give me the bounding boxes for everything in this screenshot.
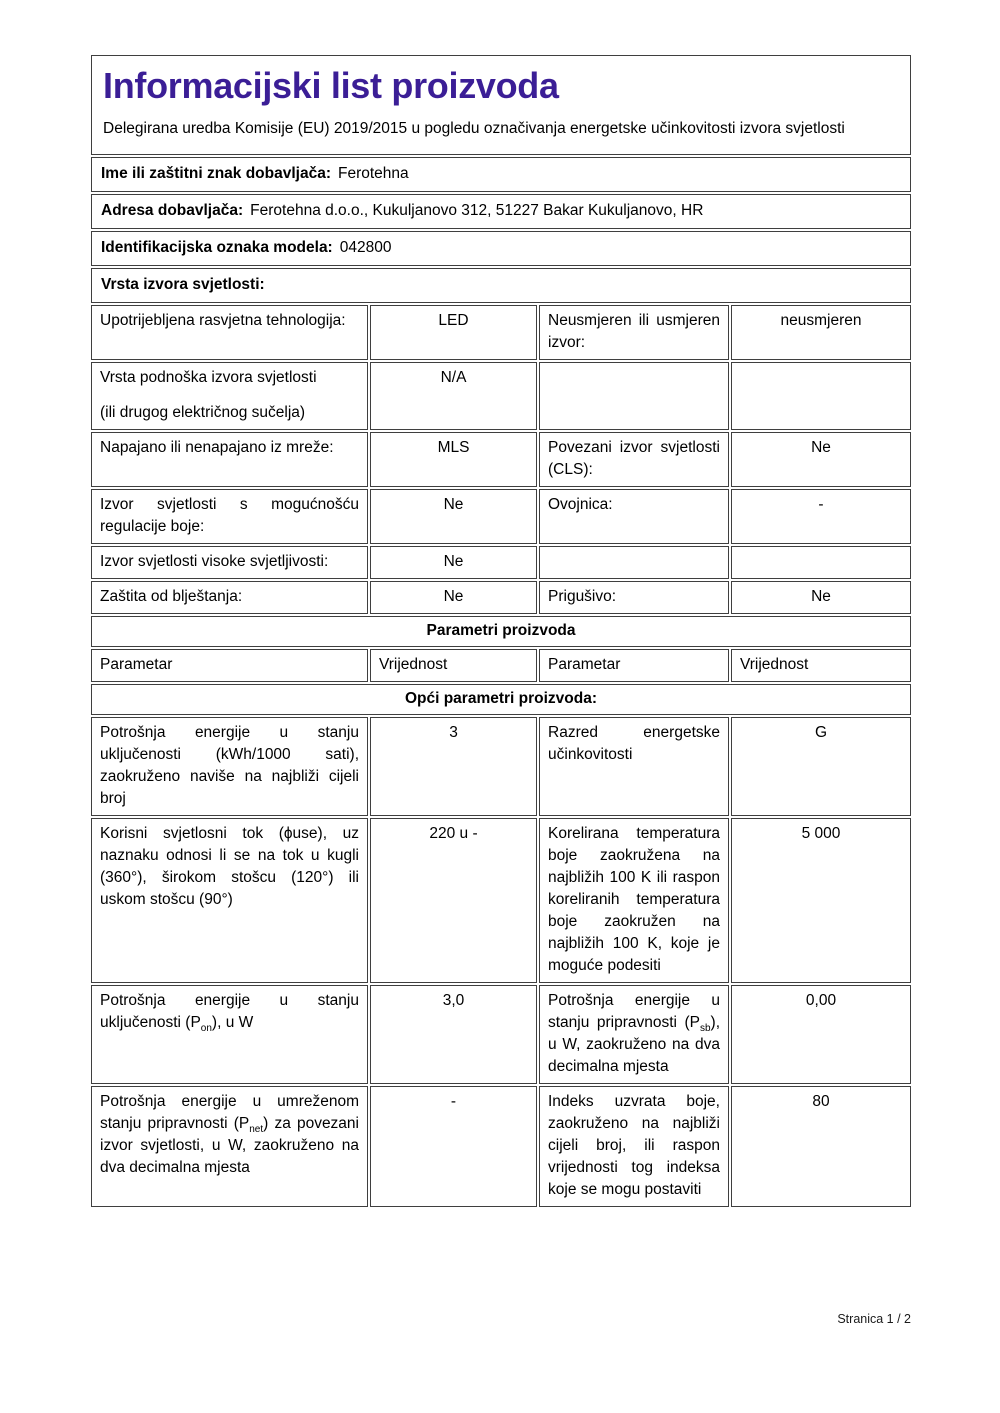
parameter-label-cell (539, 546, 729, 579)
parameter-label-cell: Ovojnica: (539, 489, 729, 544)
table-row (91, 432, 911, 487)
parameter-value-cell: - (731, 489, 911, 544)
model-id-value: 042800 (339, 238, 392, 256)
parameter-value-cell: 3 (370, 717, 537, 816)
parameter-value-cell: Vrijednost (731, 649, 911, 682)
parameter-value-cell: 5 000 (731, 818, 911, 983)
parameter-value-cell: N/A (370, 362, 537, 430)
parameter-label-cell: Zaštita od blještanja: (91, 581, 368, 614)
page-footer: Stranica 1 / 2 (837, 1312, 911, 1326)
parameter-label-cell: Korelirana temperatura boje zaokružena na najbližih 100 K ili raspon koreliranih temperatura boje zaokružen na najbližih 100 K, koje je moguće podesiti (539, 818, 729, 983)
parameter-label-cell: Potrošnja energije u umreženom stanju pripravnosti $(P_{net})$ za povezani izvor svjetlosti, u W, zaokruženo na dva decimalna mjesta (91, 1086, 368, 1207)
parameter-label-cell: Potrošnja energije u stanju pripravnosti $(P_{sb})$, u W, zaokruženo na dva decimalna mjesta (539, 985, 729, 1084)
light-source-type-label: Vrsta izvora svjetlosti: (101, 275, 265, 293)
parameter-value-cell: Ne (731, 432, 911, 487)
light-source-type-row (91, 268, 911, 303)
parameter-label-cell: Potrošnja energije u stanju uključenosti $(P_{on})$, u W (91, 985, 368, 1084)
parameters-table (91, 717, 911, 1207)
parameter-value-cell: 0,00 (731, 985, 911, 1084)
model-id-label: Identifikacijska oznaka modela: (101, 238, 333, 256)
light-source-table (91, 305, 911, 614)
table-row (91, 649, 911, 682)
parameter-value-cell: neusmjeren (731, 305, 911, 360)
document-body (91, 55, 911, 1209)
parameter-value-cell: - (370, 1086, 537, 1207)
parameter-value-cell: Ne (370, 581, 537, 614)
title-block (91, 55, 911, 155)
supplier-name-label: Ime ili zaštitni znak dobavljača: (101, 164, 331, 182)
table-row (91, 489, 911, 544)
parameter-label-cell: Parametar (91, 649, 368, 682)
parameter-label-cell: Razred energetske učinkovitosti (539, 717, 729, 816)
parameter-label-cell: Vrsta podnoška izvora svjetlosti (ili drugog električnog sučelja) (91, 362, 368, 430)
parameter-value-cell: Ne (731, 581, 911, 614)
parameter-value-cell: Ne (370, 546, 537, 579)
parameter-value-cell: Ne (370, 489, 537, 544)
parameter-value-cell: LED (370, 305, 537, 360)
model-id-row (91, 231, 911, 266)
table-row (91, 581, 911, 614)
supplier-name-value: Ferotehna (338, 164, 409, 182)
supplier-address-label: Adresa dobavljača: (101, 201, 244, 219)
parameter-label-cell: Korisni svjetlosni tok (ϕuse), uz naznaku odnosi li se na tok u kugli (360°), širokom stošcu (120°) ili uskom stošcu (90°) (91, 818, 368, 983)
parameters-column-header-row (91, 649, 911, 682)
parameter-label-cell: Izvor svjetlosti visoke svjetljivosti: (91, 546, 368, 579)
table-row (91, 546, 911, 579)
page-subtitle: Delegirana uredba Komisije (EU) 2019/2015 u pogledu označivanja energetske učinkovitosti izvora svjetlosti (103, 120, 845, 138)
parameter-value-cell: 220 u - (370, 818, 537, 983)
parameter-label-cell: Prigušivo: (539, 581, 729, 614)
parameter-label-cell: Potrošnja energije u stanju uključenosti (kWh/1000 sati), zaokruženo naviše na najbliži cijeli broj (91, 717, 368, 816)
supplier-address-value: Ferotehna d.o.o., Kukuljanovo 312, 51227 Bakar Kukuljanovo, HR (250, 201, 704, 219)
parameter-value-cell: 80 (731, 1086, 911, 1207)
parameter-value-cell: Vrijednost (370, 649, 537, 682)
page-title: Informacijski list proizvoda (103, 65, 559, 106)
parameter-label-cell (539, 362, 729, 430)
supplier-address-row (91, 194, 911, 229)
parameter-label-cell: Neusmjeren ili usmjeren izvor: (539, 305, 729, 360)
parameter-label-cell: Izvor svjetlosti s mogućnošću regulacije boje: (91, 489, 368, 544)
table-row (91, 985, 911, 1084)
table-row (91, 305, 911, 360)
parameter-value-cell: 3,0 (370, 985, 537, 1084)
section-header-product-parameters: Parametri proizvoda (91, 616, 911, 647)
parameter-label-cell: Indeks uzvrata boje, zaokruženo na najbliži cijeli broj, ili raspon vrijednosti tog indeksa koje se mogu postaviti (539, 1086, 729, 1207)
section-header-general-parameters: Opći parametri proizvoda: (91, 684, 911, 715)
parameter-label-cell: Povezani izvor svjetlosti (CLS): (539, 432, 729, 487)
parameter-value-cell: MLS (370, 432, 537, 487)
parameter-value-cell: G (731, 717, 911, 816)
table-row (91, 362, 911, 430)
parameter-value-cell (731, 362, 911, 430)
parameter-label-cell: Upotrijebljena rasvjetna tehnologija: (91, 305, 368, 360)
supplier-name-row (91, 157, 911, 192)
parameter-label-cell: Parametar (539, 649, 729, 682)
table-row (91, 1086, 911, 1207)
table-row (91, 717, 911, 816)
parameter-label-cell: Napajano ili nenapajano iz mreže: (91, 432, 368, 487)
parameter-value-cell (731, 546, 911, 579)
table-row (91, 818, 911, 983)
